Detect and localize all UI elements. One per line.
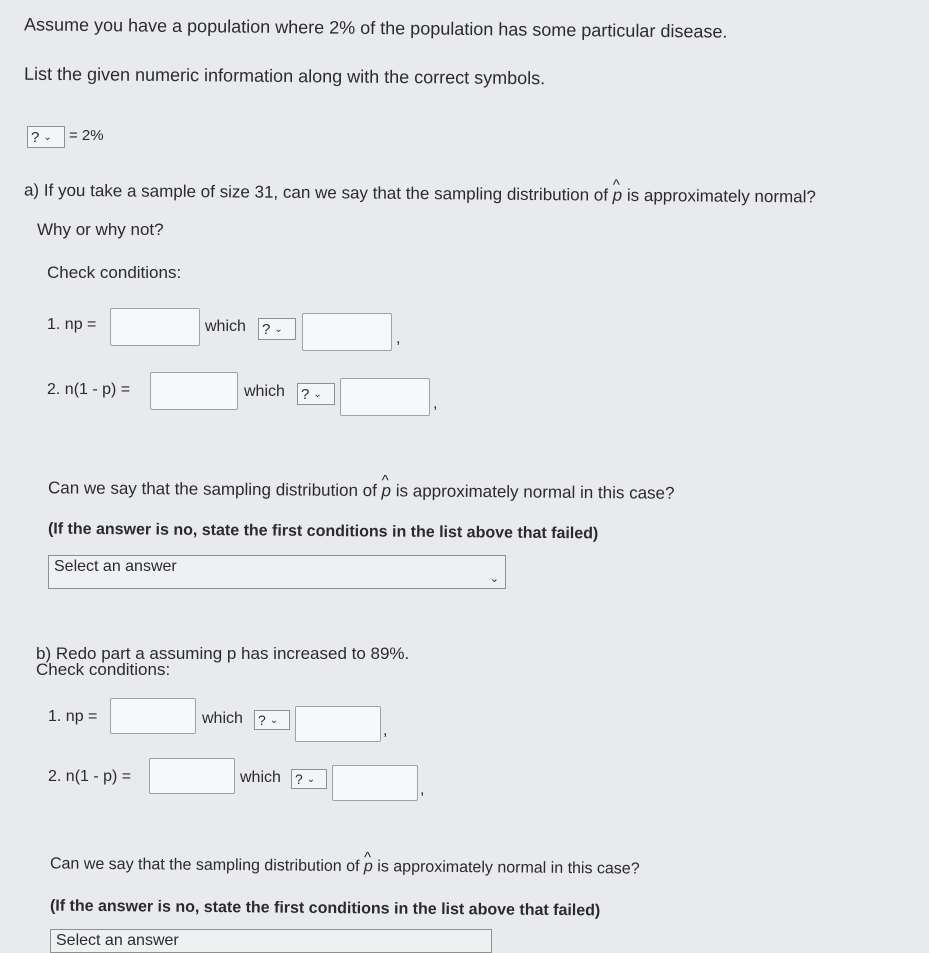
p-hat-symbol: ^ p <box>381 481 391 501</box>
comma: , <box>383 722 388 739</box>
part-b-followup-note: (If the answer is no, state the first conditions in the list above that failed) <box>49 897 601 920</box>
select-value: ? <box>295 771 303 787</box>
part-b-answer-select[interactable] <box>50 929 492 953</box>
part-b-cond1-which: which <box>202 710 243 727</box>
part-a-question-prefix: a) If you take a sample of size 31, can we say that the sampling distribution of <box>23 180 609 205</box>
part-a-cond1-which: which <box>205 318 246 335</box>
part-b-cond1-label: 1. np = <box>48 708 98 725</box>
part-a-cond2-threshold-input[interactable] <box>340 378 430 416</box>
part-a-followup-note: (If the answer is no, state the first conditions in the list above that failed) <box>47 520 599 543</box>
intro-line-1: Assume you have a population where 2% of the population has some particular disease. <box>23 14 728 42</box>
part-a-followup-suffix: is approximately normal in this case? <box>395 481 675 503</box>
part-a-question <box>24 181 816 208</box>
part-a-cond1-threshold-input[interactable] <box>302 313 392 351</box>
chevron-down-icon: ⌄ <box>313 388 322 400</box>
chevron-down-icon: ⌄ <box>274 323 283 335</box>
given-symbol-select-value: ? <box>31 128 40 146</box>
comma: , <box>396 330 401 347</box>
select-value: ? <box>262 320 271 338</box>
chevron-down-icon: ⌄ <box>43 131 52 143</box>
part-b-cond2-threshold-input[interactable] <box>332 765 418 801</box>
part-b-line-1: b) Redo part a assuming p has increased to 89%. <box>36 644 410 663</box>
select-value: ? <box>301 385 310 403</box>
part-a-cond2-compare-select[interactable] <box>297 383 335 405</box>
part-a-followup <box>48 478 675 503</box>
part-a-np-input[interactable] <box>110 308 200 346</box>
answer-placeholder: Select an answer <box>54 558 177 575</box>
part-b-nq-input[interactable] <box>149 758 235 794</box>
part-a-cond2-which: which <box>244 383 285 400</box>
part-a-answer-select[interactable] <box>48 555 506 589</box>
chevron-down-icon: ⌄ <box>269 714 279 726</box>
part-b-cond1-threshold-input[interactable] <box>295 706 381 742</box>
given-symbol-select[interactable] <box>27 126 65 148</box>
chevron-down-icon: ⌄ <box>306 773 316 785</box>
part-a-check-conditions: Check conditions: <box>47 263 182 282</box>
part-b-np-input[interactable] <box>110 698 196 734</box>
part-b-cond2-compare-select[interactable] <box>291 769 327 789</box>
intro-line-2: List the given numeric information along with the correct symbols. <box>23 63 546 89</box>
given-equals-value: = 2% <box>69 127 104 144</box>
p-hat-symbol: ^ p <box>613 186 623 206</box>
part-b-followup-prefix: Can we say that the sampling distribution of <box>49 855 360 876</box>
part-a-nq-input[interactable] <box>150 372 238 410</box>
part-b-followup-suffix: is approximately normal in this case? <box>377 858 640 878</box>
answer-placeholder: Select an answer <box>56 932 179 949</box>
part-a-cond1-label: 1. np = <box>47 316 97 333</box>
p-hat-symbol: ^ p <box>364 858 373 876</box>
part-b-cond1-compare-select[interactable] <box>254 710 290 730</box>
part-a-cond1-compare-select[interactable] <box>258 318 296 340</box>
select-value: ? <box>258 712 266 728</box>
part-a-cond2-label: 2. n(1 - p) = <box>47 381 131 398</box>
part-a-followup-prefix: Can we say that the sampling distribution of <box>47 478 377 501</box>
part-a-question-suffix: is approximately normal? <box>626 185 816 207</box>
part-b-check-conditions: Check conditions: <box>36 660 171 679</box>
part-b-cond2-which: which <box>240 769 281 786</box>
comma: , <box>420 781 425 798</box>
part-b-followup <box>50 855 640 878</box>
part-a-why: Why or why not? <box>37 220 164 239</box>
comma: , <box>433 395 438 412</box>
chevron-down-icon: ⌄ <box>489 573 499 585</box>
part-b-cond2-label: 2. n(1 - p) = <box>48 768 132 785</box>
